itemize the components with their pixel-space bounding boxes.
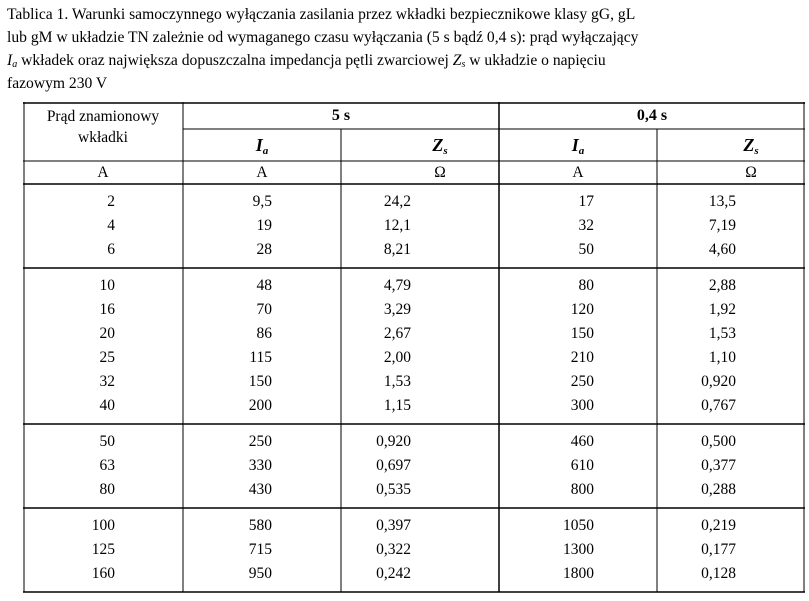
caption-line-2: lub gM w układzie TN zależnie od wymaganego czasu wyłączania (5 s bądź 0,4 s): prąd wyłączający: [7, 29, 639, 46]
table-cell: 250: [570, 373, 594, 390]
table-cell: 330: [248, 457, 272, 474]
table-cell: 80: [99, 481, 115, 498]
table-cell: 0,128: [701, 565, 736, 582]
table-cell: 0,697: [376, 457, 411, 474]
caption-symbol-ia: $I_a$: [7, 52, 18, 70]
table-cell: 7,19: [708, 217, 736, 234]
table-cell: 70: [256, 301, 272, 318]
table-cell: 6: [107, 241, 115, 258]
table-cell: 1050: [563, 517, 594, 534]
table-cell: 460: [570, 433, 594, 450]
table-cell: 4,79: [383, 277, 411, 294]
table-cell: 250: [248, 433, 272, 450]
table-cell: 3,29: [383, 301, 411, 318]
header-zs-5s: $Z_s$: [432, 135, 448, 157]
table-cell: 1300: [563, 541, 594, 558]
table-cell: 48: [256, 277, 272, 294]
table-cell: 0,242: [376, 565, 411, 582]
fuse-table: [23, 102, 805, 594]
table-cell: 430: [248, 481, 272, 498]
header-group-5s: 5 s: [331, 107, 351, 124]
table-cell: 13,5: [708, 193, 736, 210]
table-cell: 40: [99, 397, 115, 414]
table-cell: 300: [570, 397, 594, 414]
table-cell: 19: [256, 217, 272, 234]
table-cell: 0,322: [376, 541, 411, 558]
caption-line-1: Tablica 1. Warunki samoczynnego wyłączania zasilania przez wkładki bezpiecznikowe klasy gG, gL: [7, 6, 636, 23]
table-cell: 210: [570, 349, 594, 366]
table-cell: 4: [107, 217, 115, 234]
table-cell: 2,00: [383, 349, 411, 366]
table-cell: 800: [570, 481, 594, 498]
table-cell: 950: [248, 565, 272, 582]
caption-line-3: wkładek oraz największa dopuszczalna impedancja pętli zwarciowej: [17, 52, 453, 69]
table-cell: 16: [99, 301, 115, 318]
table-cell: 0,500: [701, 433, 736, 450]
table-cell: 0,177: [701, 541, 736, 558]
table-cell: 1,53: [383, 373, 411, 390]
unit-cell-4: Ω: [745, 164, 757, 181]
table-cell: 0,288: [701, 481, 736, 498]
caption-line-3-end: w układzie o napięciu: [465, 52, 606, 69]
table-cell: 610: [570, 457, 594, 474]
table-cell: 25: [99, 349, 115, 366]
table-cell: 32: [99, 373, 115, 390]
header-zs-04s: $Z_s$: [743, 135, 759, 157]
table-cell: 2,88: [708, 277, 736, 294]
table-cell: 0,397: [376, 517, 411, 534]
table-cell: 1,10: [708, 349, 736, 366]
header-rated-current-line-1: Prąd znamionowy: [46, 108, 160, 125]
table-cell: 32: [578, 217, 594, 234]
table-cell: 4,60: [708, 241, 736, 258]
caption-symbol-zs: $Z_s$: [452, 52, 466, 70]
table-cell: 100: [91, 517, 115, 534]
header-ia-5s: $I_a$: [255, 135, 269, 157]
table-cell: 150: [570, 325, 594, 342]
table-cell: 2: [107, 193, 115, 210]
header-group-04s: 0,4 s: [636, 107, 668, 124]
table-cell: 0,219: [701, 517, 736, 534]
table-cell: 50: [578, 241, 594, 258]
table-cell: 28: [256, 241, 272, 258]
table-cell: 200: [248, 397, 272, 414]
table-cell: 160: [91, 565, 115, 582]
unit-cell-1: A: [256, 164, 268, 181]
table-cell: 1,53: [708, 325, 736, 342]
table-cell: 86: [256, 325, 272, 342]
table-caption: [7, 3, 804, 95]
table-cell: 1,15: [383, 397, 411, 414]
table-cell: 715: [248, 541, 272, 558]
table-cell: 150: [248, 373, 272, 390]
table-cell: 580: [248, 517, 272, 534]
table-cell: 125: [91, 541, 115, 558]
table-cell: 115: [249, 349, 272, 366]
table-cell: 1800: [563, 565, 594, 582]
table-cell: 0,535: [376, 481, 411, 498]
table-cell: 80: [578, 277, 594, 294]
table-cell: 17: [578, 193, 594, 210]
unit-cell-0: A: [97, 164, 109, 181]
table-cell: 9,5: [252, 193, 272, 210]
header-rated-current-line-2: wkładki: [78, 129, 128, 146]
table-cell: 0,920: [376, 433, 411, 450]
table-cell: 10: [99, 277, 115, 294]
header-ia-04s: $I_a$: [571, 135, 585, 157]
table-cell: 0,767: [701, 397, 736, 414]
table-cell: 12,1: [383, 217, 411, 234]
table-cell: 50: [99, 433, 115, 450]
unit-cell-2: Ω: [434, 164, 446, 181]
table-cell: 120: [570, 301, 594, 318]
unit-cell-3: A: [572, 164, 584, 181]
table-cell: 63: [99, 457, 115, 474]
table-cell: 2,67: [383, 325, 411, 342]
table-cell: 8,21: [383, 241, 411, 258]
table-cell: 1,92: [708, 301, 736, 318]
table-cell: 24,2: [383, 193, 411, 210]
caption-line-4: fazowym 230 V: [7, 75, 108, 92]
table-cell: 20: [99, 325, 115, 342]
table-cell: 0,920: [701, 373, 736, 390]
table-cell: 0,377: [701, 457, 736, 474]
